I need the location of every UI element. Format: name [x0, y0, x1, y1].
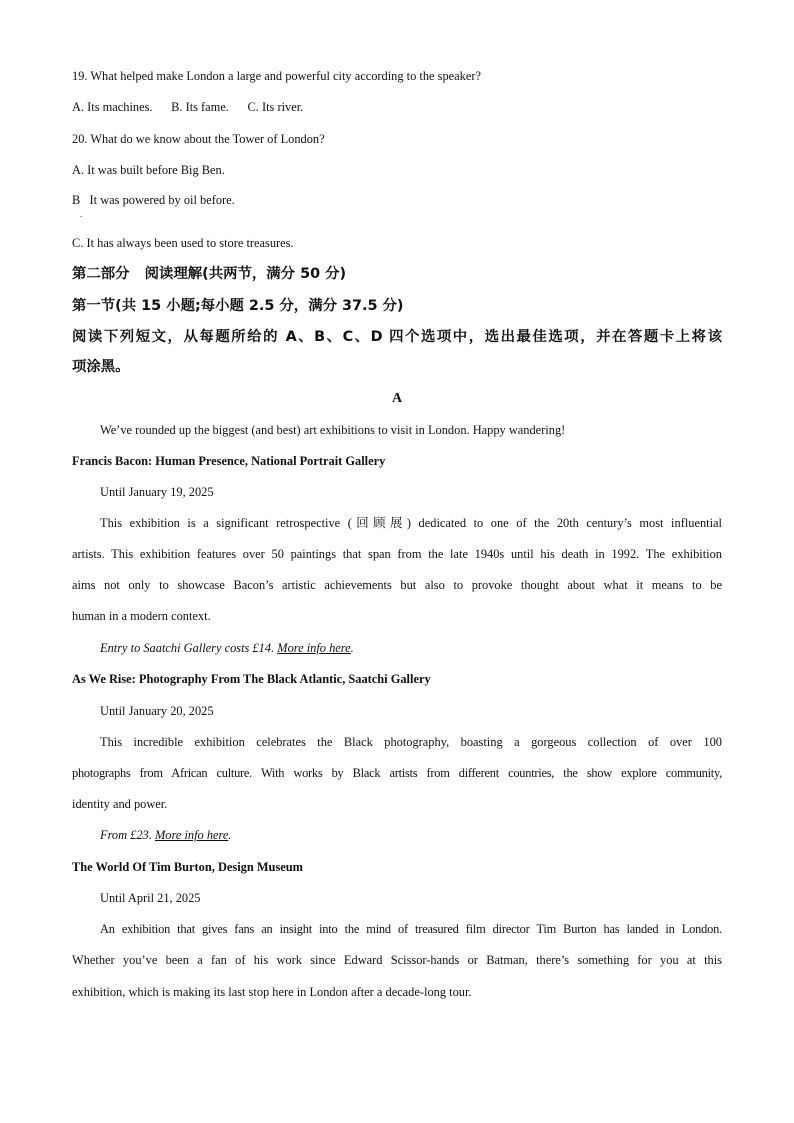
exhibition-description-line: An exhibition that gives fans an insight into the mind of treasured film director Tim Burton has landed in London.	[100, 922, 722, 936]
exhibition-description-line: photographs from African culture. With works by Black artists from different countries, the show explore community,	[72, 766, 722, 780]
exhibition-price: From £23.	[100, 828, 152, 842]
exhibition-title: Francis Bacon: Human Presence, National Portrait Gallery	[72, 454, 386, 468]
exhibition-price-line	[100, 640, 722, 656]
exhibition-description-line: This incredible exhibition celebrates the Black photography, boasting a gorgeous collection of over 100	[100, 735, 722, 749]
period: .	[228, 828, 232, 842]
exhibition-title: As We Rise: Photography From The Black Atlantic, Saatchi Gallery	[72, 672, 431, 686]
period: .	[350, 641, 354, 655]
exhibition-description-line: human in a modern context.	[72, 609, 211, 623]
exhibition-description-line: This exhibition is a significant retrospective (回顾展) dedicated to one of the 20th century’s most influential	[100, 516, 722, 530]
instruction-line-2: 项涂黑。	[72, 359, 130, 375]
passage-intro: We’ve rounded up the biggest (and best) art exhibitions to visit in London. Happy wandering!	[100, 423, 566, 437]
exhibition-description-line: aims not only to showcase Bacon’s artistic achievements but also to provoke thought about what it means to be	[72, 578, 722, 592]
exhibition-price: Entry to Saatchi Gallery costs £14.	[100, 641, 275, 655]
question-20-option-a: A. It was built before Big Ben.	[72, 163, 225, 177]
exhibition-date: Until January 19, 2025	[100, 485, 214, 499]
stray-dot: .	[80, 210, 82, 219]
question-20: 20. What do we know about the Tower of London?	[72, 132, 325, 146]
exhibition-date: Until April 21, 2025	[100, 891, 201, 905]
more-info-link[interactable]: More info here	[277, 641, 351, 655]
exhibition-price-line	[100, 827, 722, 843]
section-one-heading: 第一节(共 15 小题;每小题 2.5 分，满分 37.5 分)	[72, 298, 404, 314]
exhibition-description-line: exhibition, which is making its last stop here in London after a decade-long tour.	[72, 985, 472, 999]
exhibition-description-line: Whether you’ve been a fan of his work since Edward Scissor-hands or Batman, there’s something for you at this	[72, 953, 722, 967]
passage-letter: A	[391, 391, 403, 406]
exhibition-date: Until January 20, 2025	[100, 704, 214, 718]
question-20-option-b: B It was powered by oil before.	[72, 193, 235, 207]
question-19: 19. What helped make London a large and powerful city according to the speaker?	[72, 69, 481, 83]
instruction-line-1: 阅读下列短文，从每题所给的 A、B、C、D 四个选项中，选出最佳选项，并在答题卡上将该	[72, 329, 722, 345]
exhibition-title: The World Of Tim Burton, Design Museum	[72, 860, 303, 874]
exhibition-description-line: identity and power.	[72, 797, 168, 811]
exhibition-description-line: artists. This exhibition features over 50 paintings that span from the late 1940s until his death in 1992. The exhibition	[72, 547, 722, 561]
part-two-heading: 第二部分 阅读理解(共两节，满分 50 分)	[72, 266, 347, 282]
question-20-option-c: C. It has always been used to store treasures.	[72, 236, 294, 250]
more-info-link[interactable]: More info here	[154, 828, 229, 842]
question-19-options: A. Its machines. B. Its fame. C. Its river.	[72, 100, 304, 114]
